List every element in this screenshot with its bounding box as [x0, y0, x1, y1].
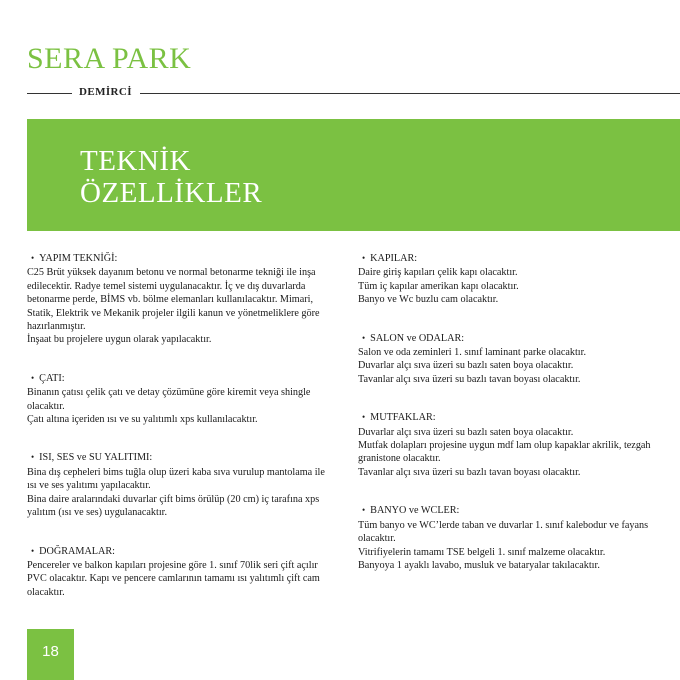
section-paragraph: C25 Brüt yüksek dayanım betonu ve normal betonarme tekniği ile inşa edilecektir. Radye temel sistemi uygulanacaktır. İç ve dış duvarlarda betonarme perde, BİMS vb. bölme elemanları kullanılacaktır. Mimari, Statik, Elektrik ve Mekanik projeler ilgili kanun ve yönetmeliklere göre hazırlanmıştır. [27, 267, 320, 333]
bullet-icon: • [362, 332, 366, 343]
section-heading-text: BANYO ve WCLER: [370, 505, 460, 517]
section-heading [358, 504, 668, 517]
spec-section [27, 451, 332, 519]
section-paragraph: Tavanlar alçı sıva üzeri su bazlı tavan boyası olacaktır. [358, 466, 581, 478]
section-heading-text: ISI, SES ve SU YALITIMI: [39, 452, 153, 464]
section-paragraph: Bina daire aralarındaki duvarlar çift bims örülüp (20 cm) iç tarafına xps yalıtım (ısı ve ses) uygulanacaktır. [27, 493, 320, 519]
section-heading [358, 411, 668, 424]
header-rule-left [27, 93, 72, 94]
bullet-icon: • [31, 253, 35, 263]
section-heading-text: DOĞRAMALAR: [39, 545, 116, 557]
section-heading [27, 252, 332, 265]
section-heading [358, 252, 668, 265]
section-paragraph: Duvarlar alçı sıva üzeri su bazlı saten boya olacaktır. [358, 426, 574, 438]
bullet-icon: • [31, 372, 35, 383]
section-heading [27, 372, 332, 385]
section-paragraph: Tüm banyo ve WC’lerde taban ve duvarlar 1. sınıf kalebodur ve fayans olacaktır. [358, 519, 649, 545]
spec-section [358, 504, 668, 572]
section-paragraph: Daire giriş kapıları çelik kapı olacaktır. [358, 267, 518, 279]
spec-section [358, 252, 668, 307]
section-heading [358, 332, 668, 345]
spec-section [27, 372, 332, 427]
section-paragraph: Salon ve oda zeminleri 1. sınıf laminant parke olacaktır. [358, 347, 587, 359]
section-paragraph: Tüm iç kapılar amerikan kapı olacaktır. [358, 280, 519, 292]
section-paragraph: Çatı altına içeriden ısı ve su yalıtımlı xps kullanılacaktır. [27, 414, 258, 426]
banner-title-line-2: ÖZELLİKLER [80, 177, 263, 209]
section-paragraph: Mutfak dolapları projesine uygun mdf lam olup kapaklar akrilik, tezgah granistone olacaktır. [358, 440, 651, 465]
brand-title: SERA PARK [27, 42, 192, 75]
section-paragraph: Duvarlar alçı sıva üzeri su bazlı saten boya olacaktır. [358, 360, 574, 372]
section-paragraph: Vitrifiyelerin tamamı TSE belgeli 1. sınıf malzeme olacaktır. [358, 546, 606, 558]
section-heading-text: KAPILAR: [370, 253, 418, 264]
section-heading [27, 545, 332, 558]
header-rule-right [140, 93, 680, 94]
page-number: 18 [42, 643, 59, 660]
spec-section [358, 411, 668, 479]
spec-section [27, 545, 332, 600]
section-paragraph: Bina dış cepheleri bims tuğla olup üzeri kaba sıva vurulup mantolama ile ısı ve ses yalıtımı yapılacaktır. [27, 466, 325, 492]
bullet-icon: • [362, 412, 366, 423]
bullet-icon: • [362, 253, 366, 263]
banner-title [80, 145, 262, 209]
left-column [27, 252, 332, 624]
title-banner [27, 119, 680, 231]
section-paragraph: Binanın çatısı çelik çatı ve detay çözümüne göre kiremit veya shingle olacaktır. [27, 387, 311, 412]
section-paragraph: Tavanlar alçı sıva üzeri su bazlı tavan boyası olacaktır. [358, 373, 581, 385]
bullet-icon: • [31, 545, 35, 556]
right-column [358, 252, 668, 597]
page-number-box [27, 629, 74, 680]
section-paragraph: Pencereler ve balkon kapıları projesine göre 1. sınıf 70lik seri çift açılır PVC olacaktır. Kapı ve pencere camlarının tamamı ısı yalıtımlı çift cam olacaktır. [27, 559, 320, 598]
header-subtitle: DEMİRCİ [79, 86, 132, 98]
section-heading [27, 451, 332, 464]
section-paragraph: Banyo ve Wc buzlu cam olacaktır. [358, 294, 499, 306]
bullet-icon: • [31, 452, 35, 463]
section-heading-text: SALON ve ODALAR: [370, 332, 465, 344]
banner-title-line-1: TEKNİK [80, 145, 191, 177]
section-heading-text: MUTFAKLAR: [370, 412, 436, 424]
section-heading-text: ÇATI: [39, 372, 65, 384]
section-heading-text: YAPIM TEKNİĞİ: [39, 253, 118, 264]
bullet-icon: • [362, 505, 366, 516]
section-paragraph: İnşaat bu projelere uygun olarak yapılacaktır. [27, 334, 212, 346]
section-paragraph: Banyoya 1 ayaklı lavabo, musluk ve bataryalar takılacaktır. [358, 559, 600, 571]
spec-section [358, 332, 668, 387]
spec-section [27, 252, 332, 347]
